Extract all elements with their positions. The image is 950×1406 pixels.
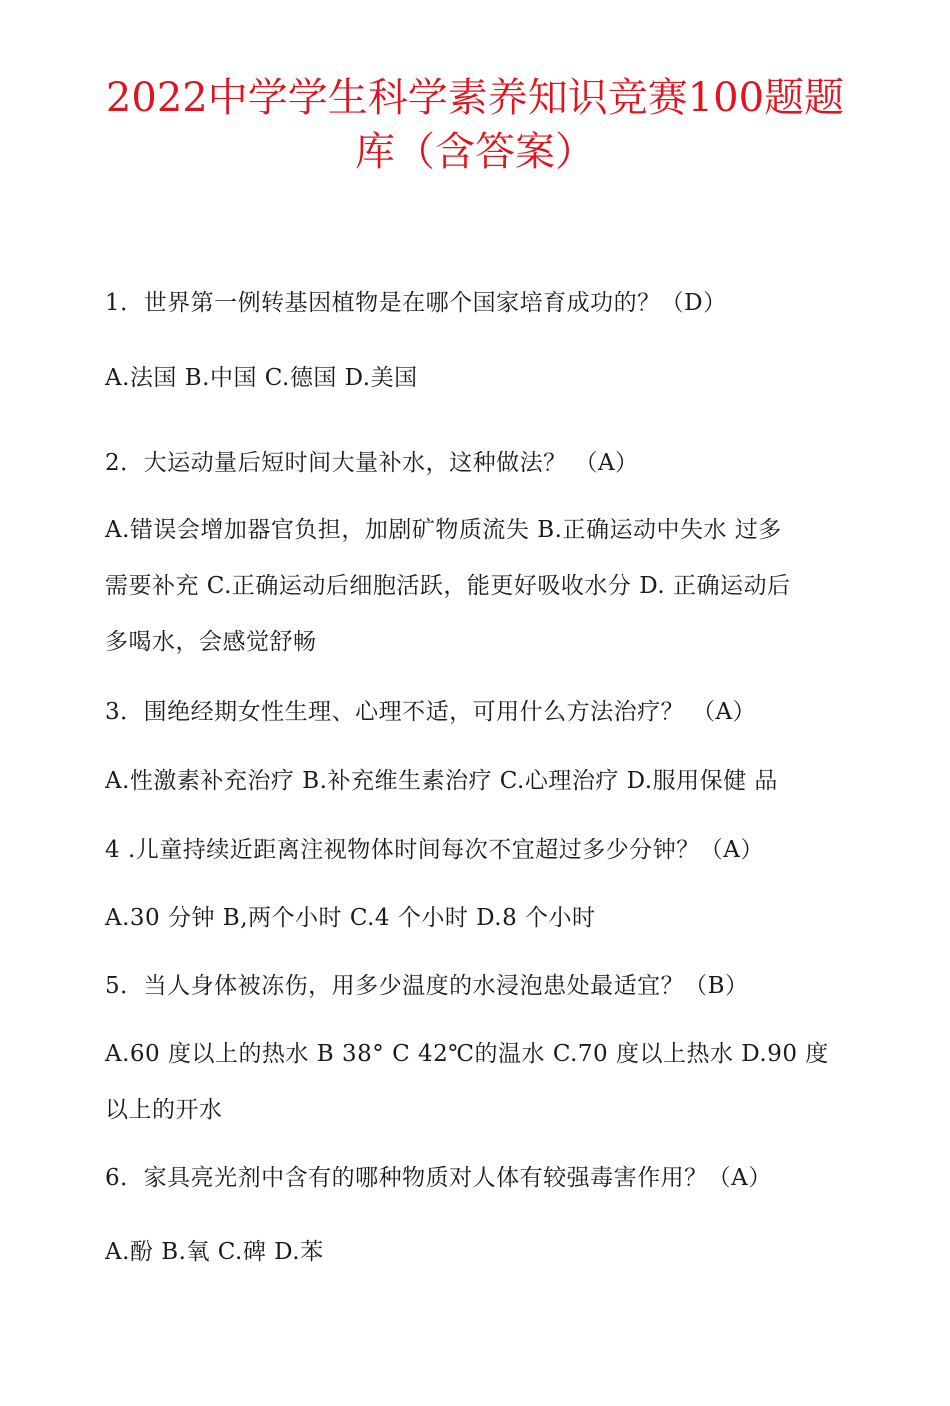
question-5-options-line-2: 以上的开水: [105, 1097, 223, 1123]
question-5: 5．当人身体被冻伤，用多少温度的水浸泡患处最适宜？（B）: [105, 973, 749, 999]
question-1: 1．世界第一例转基因植物是在哪个国家培育成功的？（D）: [105, 290, 727, 316]
question-3-options: A.性激素补充治疗 B.补充维生素治疗 C.心理治疗 D.服用保健 品: [105, 768, 778, 794]
question-6: 6．家具亮光剂中含有的哪种物质对人体有较强毒害作用？（A）: [105, 1165, 772, 1191]
question-3: 3．围绝经期女性生理、心理不适，可用什么方法治疗？ （A）: [105, 699, 757, 725]
question-2-options-line-2: 需要补充 C.正确运动后细胞活跃，能更好吸收水分 D. 正确运动后: [105, 573, 791, 599]
question-5-options-line-1: A.60 度以上的热水 B 38° C 42℃的温水 C.70 度以上热水 D.90 度: [105, 1041, 829, 1067]
question-2-options: [105, 502, 850, 670]
question-4-options: A.30 分钟 B,两个小时 C.4 个小时 D.8 个小时: [105, 905, 596, 931]
question-6-options: A.酚 B.氧 C.碑 D.苯: [105, 1239, 324, 1265]
question-2: 2．大运动量后短时间大量补水，这种做法？ （A）: [105, 450, 639, 476]
question-5-options: [105, 1026, 850, 1138]
document-title-line-2: 库（含答案）: [355, 129, 595, 175]
document-title-line-1: 2022中学学生科学素养知识竞赛100题题: [105, 75, 845, 121]
question-4: 4 .儿童持续近距离注视物体时间每次不宜超过多少分钟？（A）: [105, 837, 764, 863]
question-2-options-line-3: 多喝水，会感觉舒畅: [105, 629, 317, 655]
question-1-options: A.法国 B.中国 C.德国 D.美国: [105, 365, 418, 391]
question-2-options-line-1: A.错误会增加器官负担，加剧矿物质流失 B.正确运动中失水 过多: [105, 517, 782, 543]
